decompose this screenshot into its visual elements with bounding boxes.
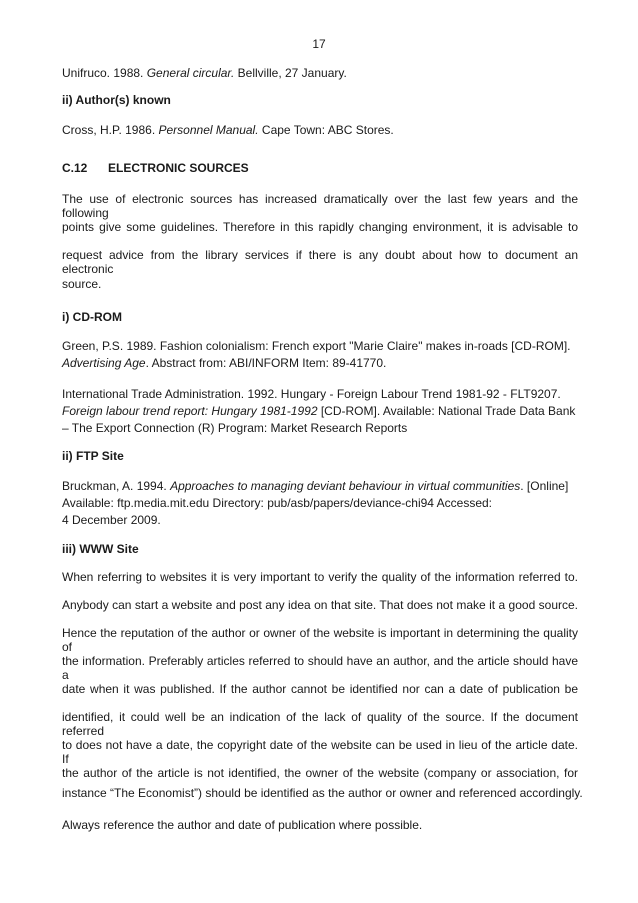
ref-author: Unifruco. 1988. — [62, 66, 147, 80]
ref-title: Approaches to managing deviant behaviour in virtual communities — [170, 479, 521, 493]
reference-green-line1: Green, P.S. 1989. Fashion colonialism: French export "Marie Claire" makes in-roads [CD-ROM]. — [62, 339, 571, 353]
section-heading — [62, 161, 249, 175]
reference-ita-line2 — [62, 404, 575, 418]
reference-bruckman-line3: 4 December 2009. — [62, 513, 161, 527]
ref-details: . [Online] — [520, 479, 569, 493]
section-number: C.12 — [62, 161, 88, 175]
www-line: the information. Preferably articles referred to should have an author, and the article should have a — [62, 654, 578, 682]
ref-details: . Abstract from: ABI/INFORM Item: 89-41770. — [145, 356, 387, 370]
ref-title: Foreign labour trend report: Hungary 1981-1992 — [62, 404, 318, 418]
reference-bruckman-line1 — [62, 479, 568, 493]
www-line: When referring to websites it is very important to verify the quality of the information referred to. — [62, 570, 578, 584]
reference-cross — [62, 123, 394, 137]
heading-cdrom: i) CD-ROM — [62, 310, 122, 324]
reference-bruckman-line2: Available: ftp.media.mit.edu Directory: pub/asb/papers/deviance-chi94 Accessed: — [62, 496, 493, 510]
section-title: ELECTRONIC SOURCES — [108, 161, 249, 175]
ref-author: Cross, H.P. 1986. — [62, 123, 159, 137]
www-line: the author of the article is not identified, the owner of the website (company or association, for — [62, 766, 578, 780]
reference-unifruco — [62, 66, 347, 80]
intro-line: source. — [62, 277, 102, 291]
ref-title: Advertising Age — [62, 356, 146, 370]
ref-details: Bellville, 27 January. — [234, 66, 347, 80]
ref-title: General circular. — [146, 66, 235, 80]
www-line: identified, it could well be an indication of the lack of quality of the source. If the document referred — [62, 710, 578, 738]
intro-line: request advice from the library services if there is any doubt about how to document an electronic — [62, 248, 578, 276]
www-line: to does not have a date, the copyright date of the website can be used in lieu of the article date. If — [62, 738, 578, 766]
ref-title: Personnel Manual. — [158, 123, 259, 137]
page-number: 17 — [312, 37, 326, 51]
reference-green-line2 — [62, 356, 386, 370]
reference-ita-line3: – The Export Connection (R) Program: Market Research Reports — [62, 421, 408, 435]
www-line: Hence the reputation of the author or owner of the website is important in determining the quality of — [62, 626, 578, 654]
intro-line: The use of electronic sources has increased dramatically over the last few years and the following — [62, 192, 578, 220]
ref-details: [CD-ROM]. Available: National Trade Data Bank — [317, 404, 576, 418]
www-line: instance “The Economist”) should be identified as the author or owner and referenced accordingly. — [62, 786, 583, 800]
heading-ftp: ii) FTP Site — [62, 449, 124, 463]
ref-author: Bruckman, A. 1994. — [62, 479, 171, 493]
heading-authors-known: ii) Author(s) known — [62, 93, 171, 107]
closing-sentence: Always reference the author and date of publication where possible. — [62, 818, 423, 832]
www-line: Anybody can start a website and post any idea on that site. That does not make it a good source. — [62, 598, 578, 612]
www-line: date when it was published. If the author cannot be identified nor can a date of publication be — [62, 682, 578, 696]
intro-line: points give some guidelines. Therefore in this rapidly changing environment, it is advisable to — [62, 220, 578, 234]
reference-ita-line1: International Trade Administration. 1992. Hungary - Foreign Labour Trend 1981-92 - FLT9207. — [62, 387, 561, 401]
ref-details: Cape Town: ABC Stores. — [258, 123, 394, 137]
heading-www: iii) WWW Site — [62, 542, 139, 556]
